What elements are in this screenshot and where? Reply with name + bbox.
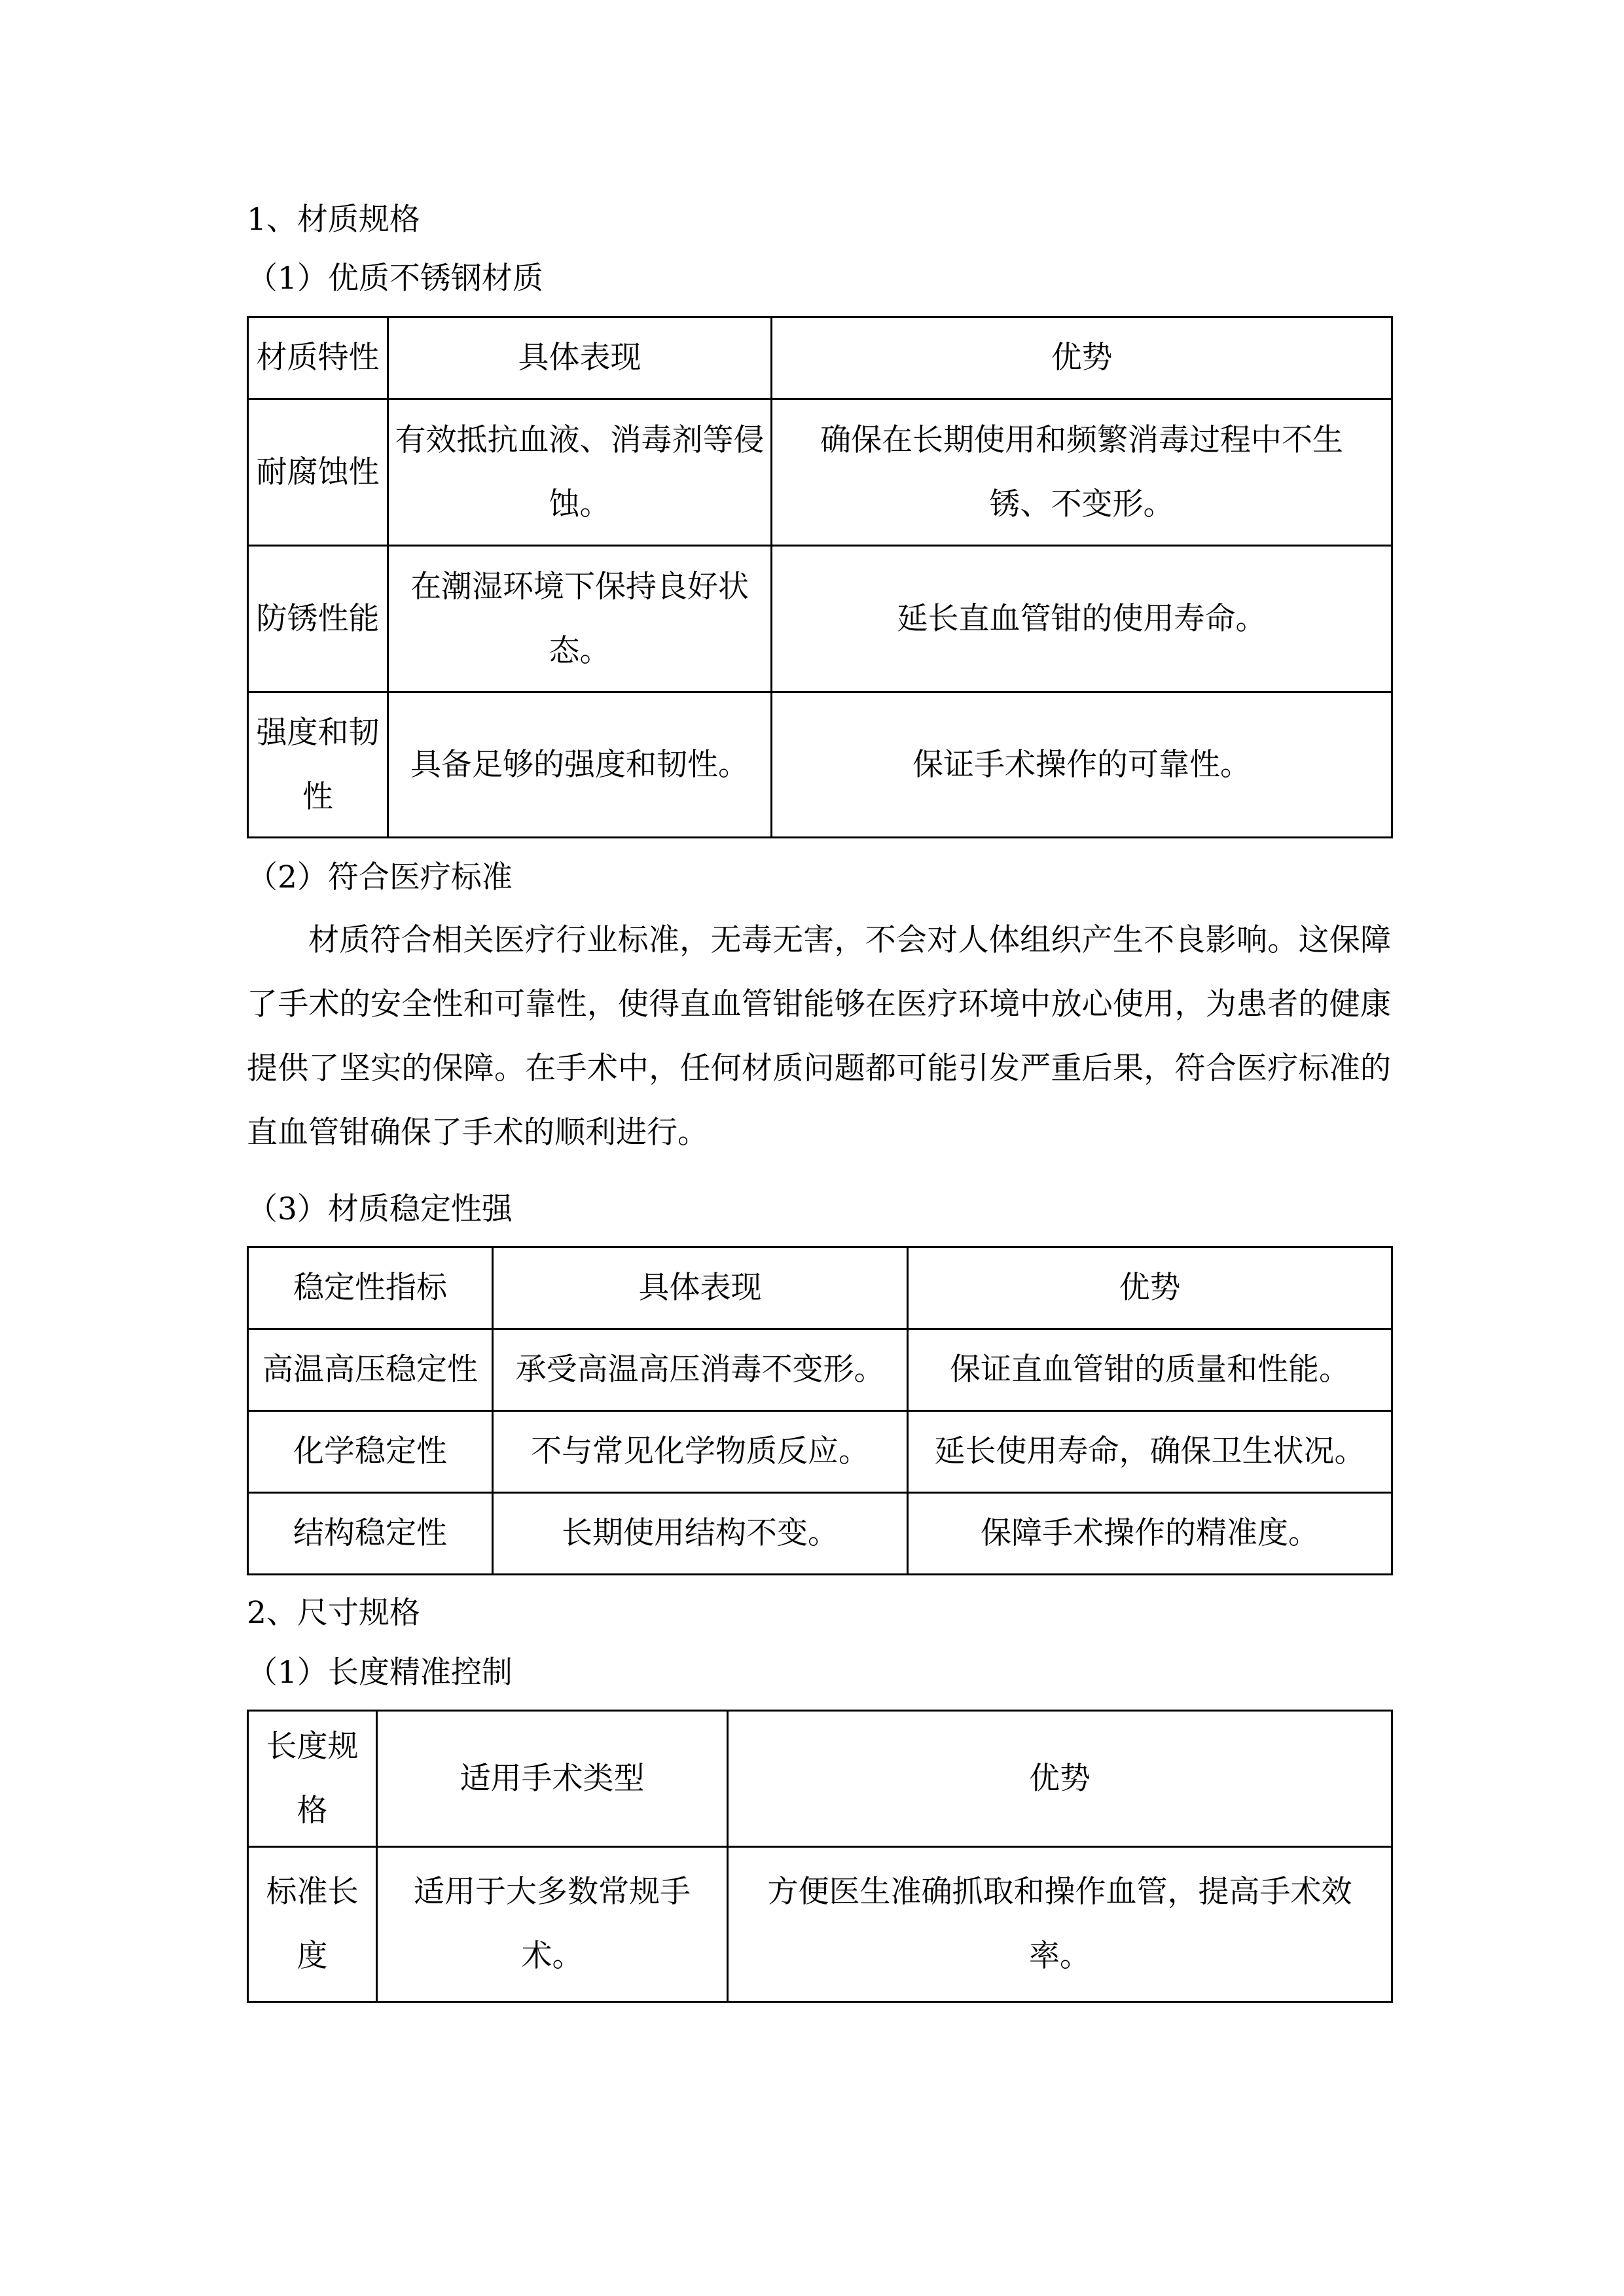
subsection-heading-stability: （3）材质稳定性强 <box>247 1191 513 1227</box>
table-cell: 具备足够的强度和韧性。 <box>388 692 772 838</box>
table-row <box>248 546 1392 692</box>
section-heading-material: 1、材质规格 <box>247 202 420 238</box>
length-spec-table <box>247 1710 1393 2003</box>
table-header-cell: 材质特性 <box>248 317 388 399</box>
table-cell: 保证手术操作的可靠性。 <box>772 692 1392 838</box>
table-header-cell: 具体表现 <box>388 317 772 399</box>
table-cell: 确保在长期使用和频繁消毒过程中不生锈、不变形。 <box>772 399 1392 546</box>
table-cell: 防锈性能 <box>248 546 388 692</box>
table-cell: 方便医生准确抓取和操作血管，提高手术效率。 <box>728 1847 1392 2002</box>
table-cell: 有效抵抗血液、消毒剂等侵蚀。 <box>388 399 772 546</box>
material-properties-table <box>247 316 1393 838</box>
table-cell: 承受高温高压消毒不变形。 <box>493 1329 908 1411</box>
table-cell: 适用于大多数常规手术。 <box>377 1847 728 2002</box>
subsection-heading-stainless: （1）优质不锈钢材质 <box>247 260 543 296</box>
table-cell: 结构稳定性 <box>248 1493 493 1575</box>
table-row <box>248 692 1392 838</box>
table-row <box>248 1493 1392 1575</box>
table-cell: 化学稳定性 <box>248 1411 493 1493</box>
table-row <box>248 1411 1392 1493</box>
table-header-row <box>248 1711 1392 1847</box>
table-cell: 耐腐蚀性 <box>248 399 388 546</box>
table-header-cell: 适用手术类型 <box>377 1711 728 1847</box>
table-header-cell: 长度规格 <box>248 1711 377 1847</box>
table-header-cell: 优势 <box>772 317 1392 399</box>
subsection-heading-medical-standard: （2）符合医疗标准 <box>247 859 513 895</box>
table-cell: 延长直血管钳的使用寿命。 <box>772 546 1392 692</box>
stability-table <box>247 1246 1393 1575</box>
table-cell: 在潮湿环境下保持良好状态。 <box>388 546 772 692</box>
table-header-cell: 优势 <box>728 1711 1392 1847</box>
table-cell: 高温高压稳定性 <box>248 1329 493 1411</box>
table-header-row <box>248 317 1392 399</box>
table-header-cell: 稳定性指标 <box>248 1247 493 1329</box>
body-paragraph <box>247 908 1391 1165</box>
subsection-heading-length: （1）长度精准控制 <box>247 1655 513 1691</box>
table-cell: 保障手术操作的精准度。 <box>908 1493 1392 1575</box>
table-row <box>248 399 1392 546</box>
table-header-cell: 优势 <box>908 1247 1392 1329</box>
table-header-cell: 具体表现 <box>493 1247 908 1329</box>
table-cell: 不与常见化学物质反应。 <box>493 1411 908 1493</box>
table-row <box>248 1329 1392 1411</box>
table-header-row <box>248 1247 1392 1329</box>
table-cell: 长期使用结构不变。 <box>493 1493 908 1575</box>
table-cell: 保证直血管钳的质量和性能。 <box>908 1329 1392 1411</box>
table-cell: 标准长度 <box>248 1847 377 2002</box>
table-cell: 延长使用寿命，确保卫生状况。 <box>908 1411 1392 1493</box>
table-row <box>248 1847 1392 2002</box>
paragraph-text: 材质符合相关医疗行业标准，无毒无害，不会对人体组织产生不良影响。这保障了手术的安全性和可靠性，使得直血管钳能够在医疗环境中放心使用，为患者的健康提供了坚实的保障。在手术中，任何材质问题都可能引发严重后果，符合医疗标准的直血管钳确保了手术的顺利进行。 <box>247 922 1391 1151</box>
table-cell: 强度和韧性 <box>248 692 388 838</box>
section-heading-dimensions: 2、尺寸规格 <box>247 1595 420 1631</box>
